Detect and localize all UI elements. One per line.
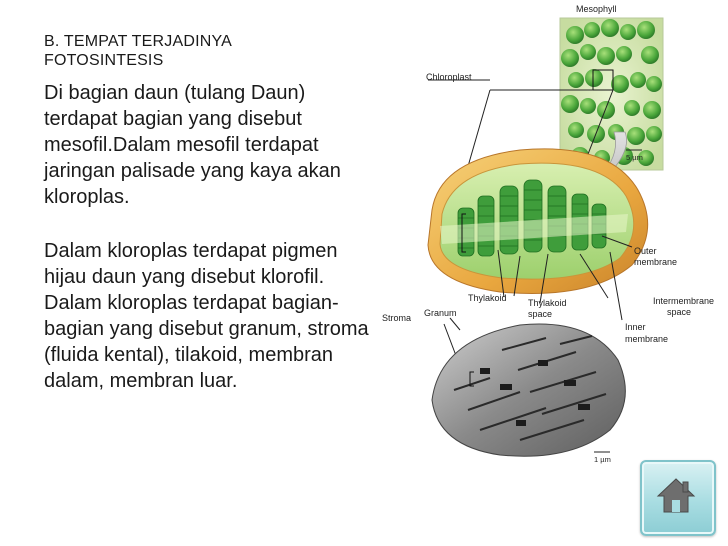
label-thylakoid-space-1: Thylakoid [528,298,567,308]
label-outer-membrane-2: membrane [634,257,678,267]
label-intermembrane-1: Intermembrane [653,296,715,306]
label-chloroplast: Chloroplast [426,72,472,82]
label-granum: Granum [424,308,457,318]
home-button[interactable] [640,460,716,536]
home-icon [652,472,700,520]
chloroplast-figure [370,0,728,470]
label-stroma: Stroma [382,313,412,323]
tem-micrograph [432,324,625,456]
heading-line-2: FOTOSINTESIS [44,52,164,69]
label-inner-membrane-1: Inner [625,322,646,332]
label-inner-membrane-2: membrane [625,334,669,344]
label-scale-5um: 5 µm [626,153,643,162]
label-scale-1um: 1 µm [594,455,611,464]
label-mesophyll: Mesophyll [576,4,617,14]
heading-line-1: B. TEMPAT TERJADINYA [44,33,233,50]
section-heading [44,32,364,70]
paragraph-mesophyll: Di bagian daun (tulang Daun) terdapat bagian yang disebut mesofil.Dalam mesofil terdapat jaringan palisade yang kaya akan kloroplas. [44,82,341,208]
label-outer-membrane-1: Outer [634,246,657,256]
paragraph-chloroplast: Dalam kloroplas terdapat pigmen hijau daun yang disebut klorofil. Dalam kloroplas terdapat bagian-bagian yang disebut granum, stroma (fluida kental), tilakoid, membran dalam, membran luar. [44,240,369,392]
chloroplast-cutaway [428,149,648,294]
label-thylakoid: Thylakoid [468,293,507,303]
chloroplast-illustration [370,0,728,470]
label-intermembrane-2: space [667,307,692,317]
label-thylakoid-space-2: space [528,309,553,319]
